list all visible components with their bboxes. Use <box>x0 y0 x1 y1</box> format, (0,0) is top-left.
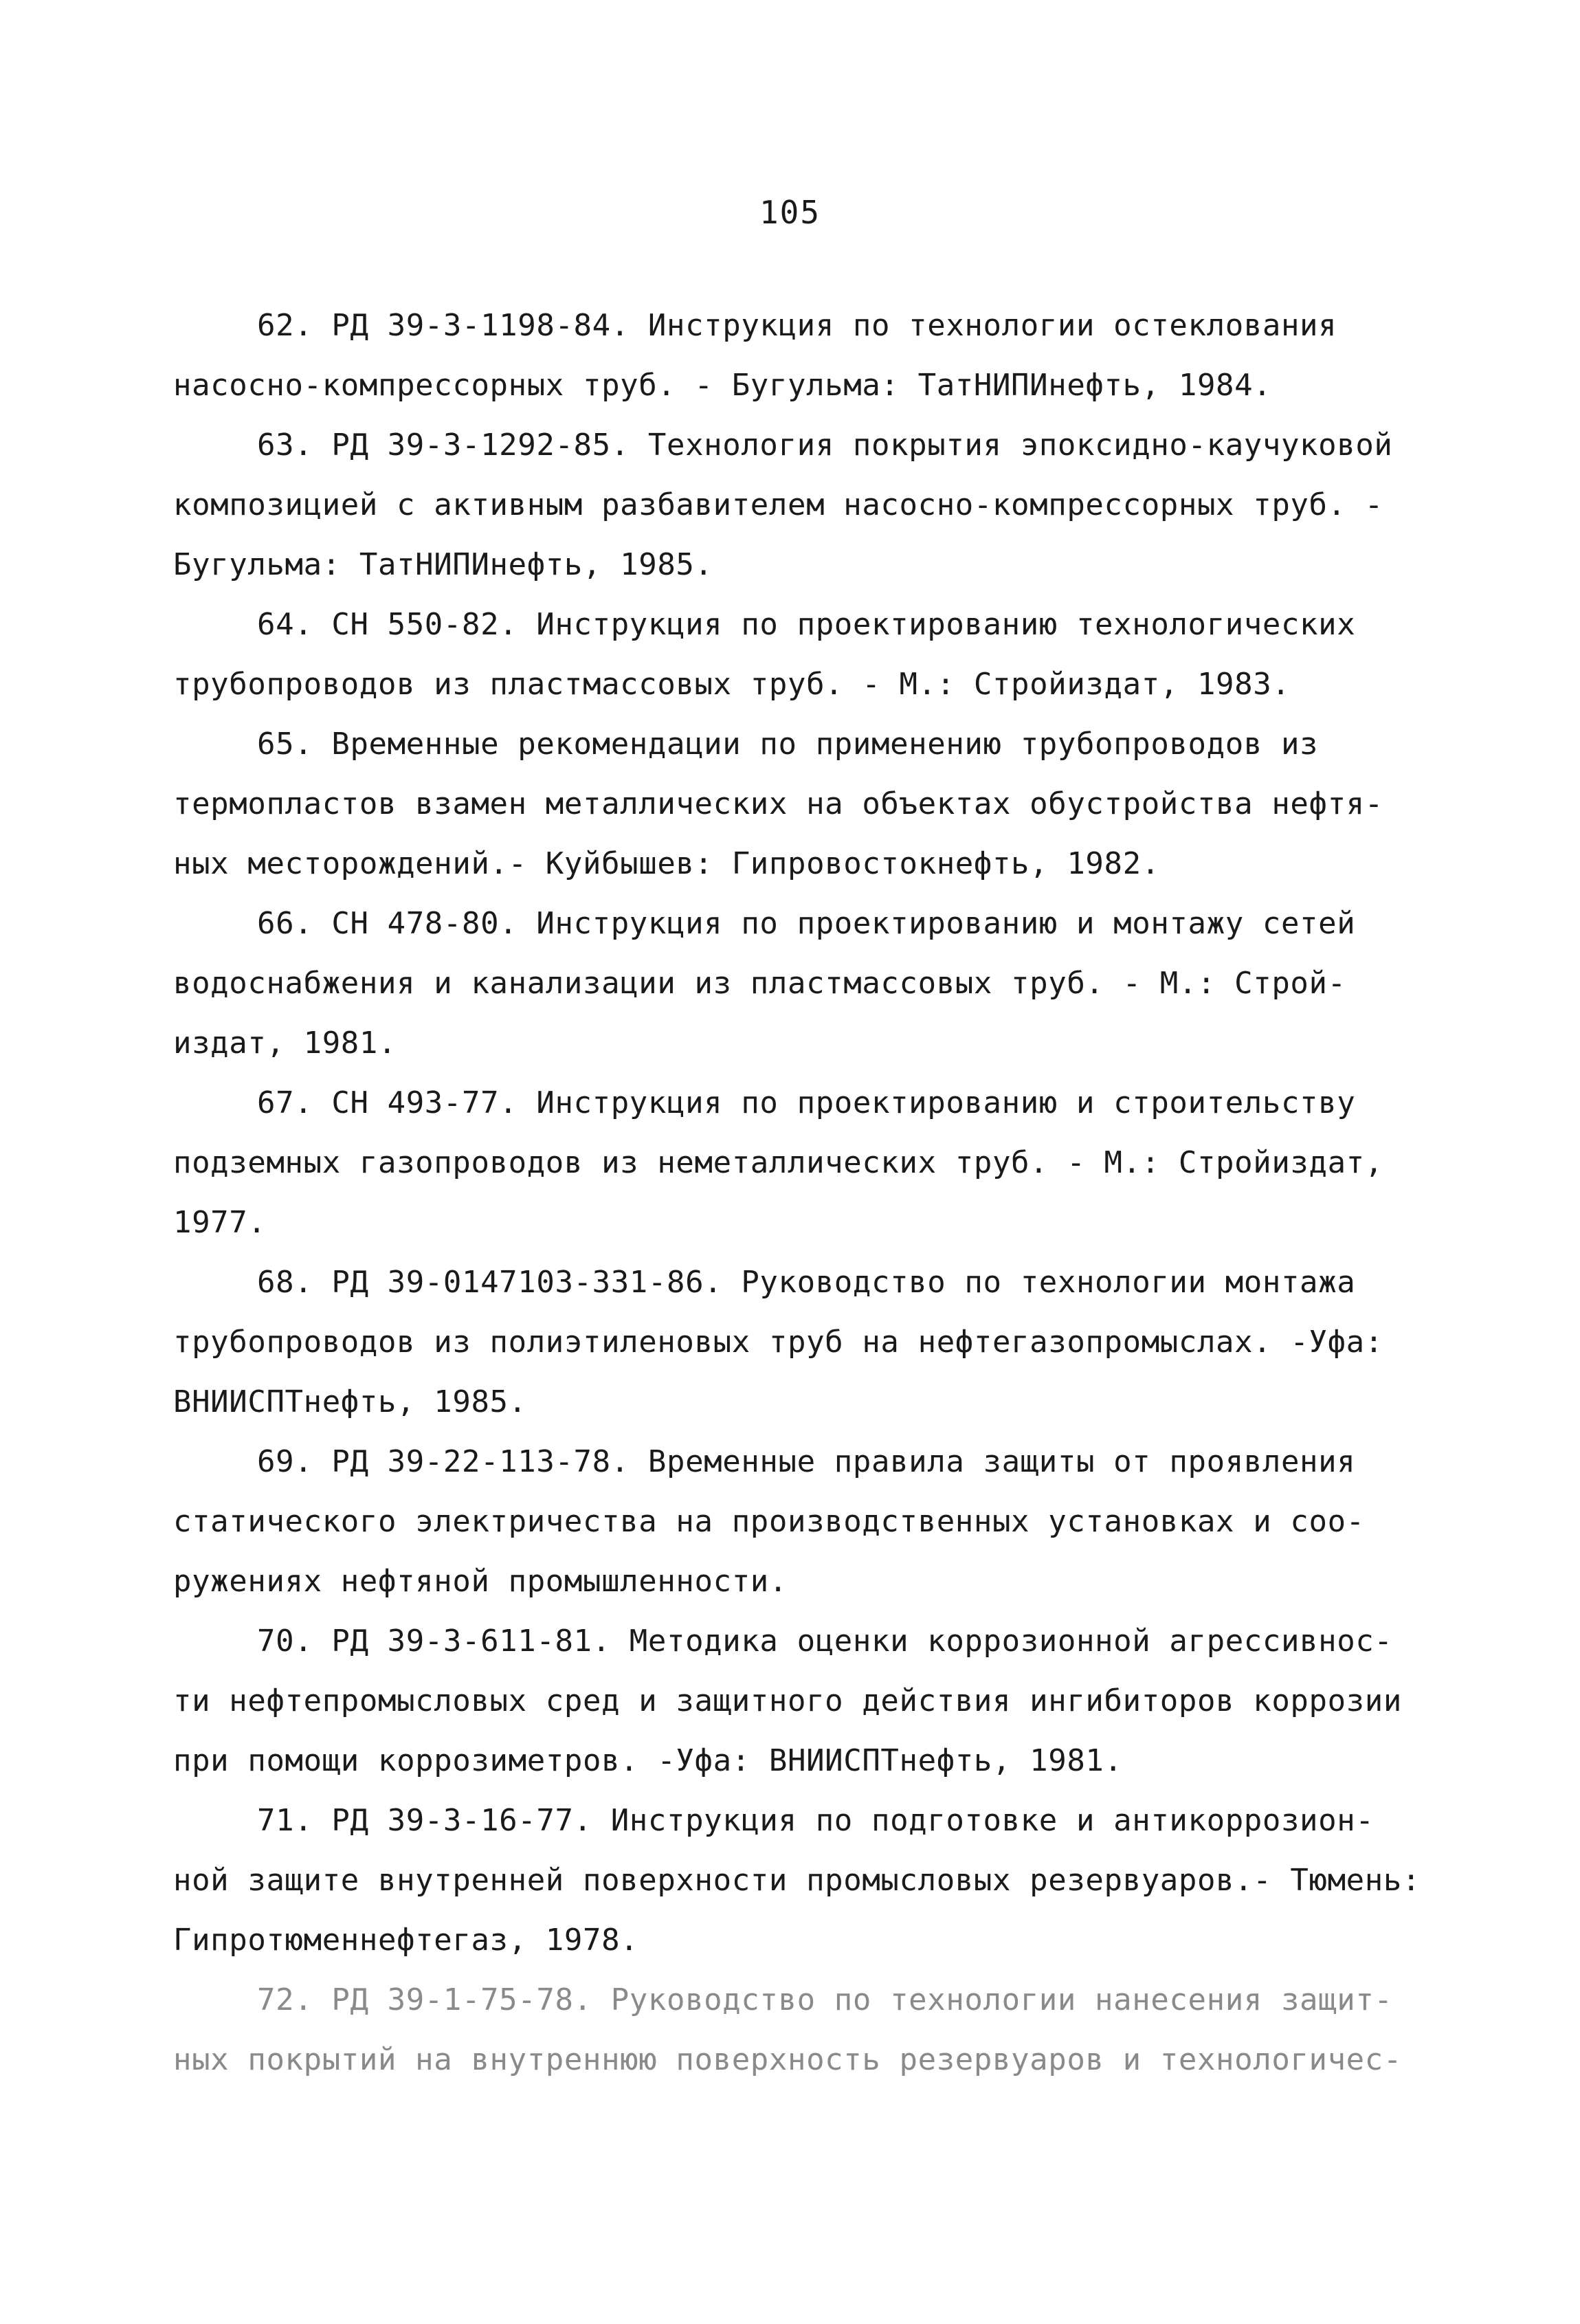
reference-line: 71. РД 39-3-16-77. Инструкция по подготовке и антикоррозион- <box>257 1803 1375 1838</box>
reference-line: 68. РД 39-0147103-331-86. Руководство по технологии монтажа <box>257 1265 1356 1300</box>
reference-line: ной защите внутренней поверхности промысловых резервуаров.- Тюмень: <box>173 1863 1421 1898</box>
reference-line: подземных газопроводов из неметаллических труб. - М.: Стройиздат, <box>173 1145 1383 1180</box>
reference-line: 62. РД 39-3-1198-84. Инструкция по технологии остеклования <box>257 308 1337 343</box>
reference-line: ных покрытий на внутреннюю поверхность резервуаров и технологичес- <box>173 2042 1402 2077</box>
reference-list <box>173 296 1431 2090</box>
reference-line: ных месторождений.- Куйбышев: Гипровостокнефть, 1982. <box>173 846 1160 881</box>
reference-item-71 <box>173 1791 1431 1970</box>
reference-line: 66. СН 478-80. Инструкция по проектированию и монтажу сетей <box>257 906 1356 941</box>
reference-item-70 <box>173 1611 1431 1791</box>
reference-line: Гипротюменнефтегаз, 1978. <box>173 1923 639 1958</box>
reference-item-67 <box>173 1073 1431 1252</box>
reference-item-63 <box>173 415 1431 595</box>
reference-line: 72. РД 39-1-75-78. Руководство по технологии нанесения защит- <box>257 1982 1393 2017</box>
reference-line: 64. СН 550-82. Инструкция по проектированию технологических <box>257 607 1356 642</box>
reference-line: статического электричества на производственных установках и соо- <box>173 1504 1365 1539</box>
reference-line: 69. РД 39-22-113-78. Временные правила защиты от проявления <box>257 1444 1356 1479</box>
reference-line: 63. РД 39-3-1292-85. Технология покрытия эпоксидно-каучуковой <box>257 428 1393 463</box>
reference-item-68 <box>173 1252 1431 1432</box>
reference-line: трубопроводов из полиэтиленовых труб на нефтегазопромыслах. -Уфа: <box>173 1325 1383 1360</box>
reference-line: ти нефтепромысловых сред и защитного действия ингибиторов коррозии <box>173 1683 1402 1718</box>
reference-item-65 <box>173 714 1431 894</box>
reference-item-66 <box>173 894 1431 1073</box>
reference-line: ружениях нефтяной промышленности. <box>173 1564 788 1599</box>
reference-line: ВНИИСПТнефть, 1985. <box>173 1384 527 1419</box>
reference-line: Бугульма: ТатНИПИнефть, 1985. <box>173 547 713 582</box>
reference-line: термопластов взамен металлических на объектах обустройства нефтя- <box>173 786 1383 821</box>
reference-item-72 <box>173 1970 1431 2090</box>
reference-line: 70. РД 39-3-611-81. Методика оценки коррозионной агрессивнос- <box>257 1624 1393 1659</box>
reference-item-69 <box>173 1432 1431 1611</box>
reference-item-64 <box>173 595 1431 714</box>
reference-line: 1977. <box>173 1205 267 1240</box>
reference-item-62 <box>173 296 1431 415</box>
reference-line: трубопроводов из пластмассовых труб. - М.: Стройиздат, 1983. <box>173 667 1291 702</box>
reference-line: насосно-компрессорных труб. - Бугульма: ТатНИПИнефть, 1984. <box>173 368 1272 403</box>
page-number: 105 <box>759 194 821 231</box>
reference-line: 65. Временные рекомендации по применению трубопроводов из <box>257 727 1319 762</box>
reference-line: при помощи коррозиметров. -Уфа: ВНИИСПТнефть, 1981. <box>173 1743 1123 1778</box>
reference-line: издат, 1981. <box>173 1026 397 1061</box>
reference-line: водоснабжения и канализации из пластмассовых труб. - М.: Строй- <box>173 966 1346 1001</box>
reference-line: композицией с активным разбавителем насосно-компрессорных труб. - <box>173 487 1383 522</box>
reference-line: 67. СН 493-77. Инструкция по проектированию и строительству <box>257 1085 1356 1120</box>
